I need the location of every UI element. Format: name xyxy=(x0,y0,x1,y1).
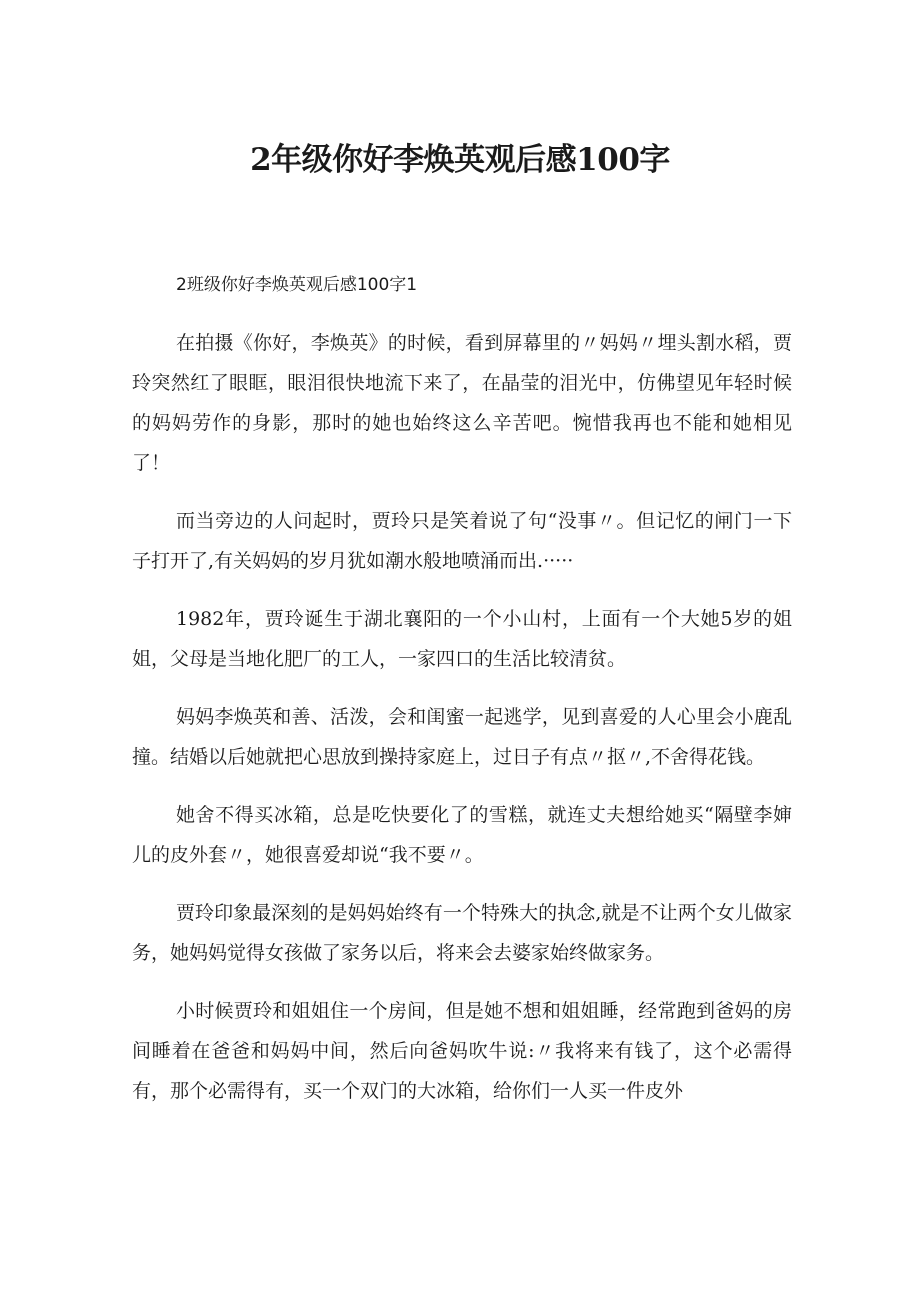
paragraph: 而当旁边的人问起时，贾玲只是笑着说了句“没事〃。但记忆的闸门一下子打开了,有关妈妈的岁月犹如潮水般地喷涌而出.····· xyxy=(132,510,792,572)
paragraph: 小时候贾玲和姐姐住一个房间，但是她不想和姐姐睡，经常跑到爸妈的房间睡着在爸爸和妈妈中间，然后向爸妈吹牛说:〃我将来有钱了，这个必需得有，那个必需得有，买一个双门的大冰箱，给你们一人买一件皮外 xyxy=(132,1000,792,1102)
section-subtitle: 2班级你好李焕英观后感100字1 xyxy=(176,275,418,295)
paragraph: 妈妈李焕英和善、活泼，会和闺蜜一起逃学，见到喜爱的人心里会小鹿乱撞。结婚以后她就把心思放到操持家庭上，过日子有点〃抠〃,不舍得花钱。 xyxy=(132,706,792,768)
paragraph: 1982年，贾玲诞生于湖北襄阳的一个小山村，上面有一个大她5岁的姐姐，父母是当地化肥厂的工人，一家四口的生活比较清贫。 xyxy=(132,608,792,670)
paragraph: 在拍摄《你好，李焕英》的时候，看到屏幕里的〃妈妈〃埋头割水稻，贾玲突然红了眼眶，眼泪很快地流下来了，在晶莹的泪光中，仿佛望见年轻时候的妈妈劳作的身影，那时的她也始终这么辛苦吧。惋惜我再也不能和她相见了！ xyxy=(132,332,792,474)
paragraph: 她舍不得买冰箱，总是吃快要化了的雪糕，就连丈夫想给她买“隔壁李婶儿的皮外套〃，她很喜爱却说“我不要〃。 xyxy=(132,804,792,866)
paragraph: 贾玲印象最深刻的是妈妈始终有一个特殊大的执念,就是不让两个女儿做家务，她妈妈觉得女孩做了家务以后，将来会去婆家始终做家务。 xyxy=(132,902,792,964)
document-body xyxy=(132,265,792,1129)
document-title: 2年级你好李焕英观后感100字 xyxy=(250,142,670,178)
